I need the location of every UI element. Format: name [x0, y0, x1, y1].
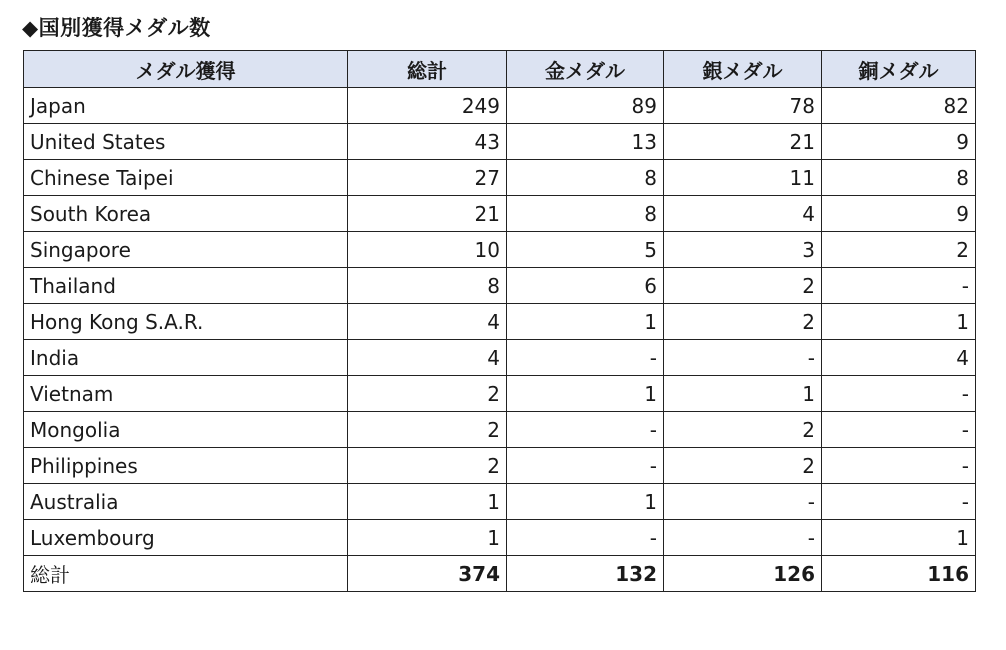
cell-silver: - [664, 340, 822, 376]
cell-total: 1 [348, 484, 507, 520]
page-title: ◆国別獲得メダル数 [22, 16, 211, 40]
table-row [24, 412, 976, 448]
totals-row [24, 556, 976, 592]
cell-silver: 21 [664, 124, 822, 160]
totals-silver: 126 [664, 556, 822, 592]
cell-silver: - [664, 520, 822, 556]
cell-country: South Korea [24, 196, 348, 232]
table-row [24, 268, 976, 304]
table-row [24, 484, 976, 520]
cell-bronze: 1 [822, 520, 976, 556]
cell-total: 27 [348, 160, 507, 196]
cell-gold: 89 [507, 88, 664, 124]
cell-country: Chinese Taipei [24, 160, 348, 196]
cell-silver: - [664, 484, 822, 520]
cell-gold: 6 [507, 268, 664, 304]
table-header-row [24, 51, 976, 88]
totals-total: 374 [348, 556, 507, 592]
cell-gold: 13 [507, 124, 664, 160]
cell-total: 249 [348, 88, 507, 124]
table-row [24, 196, 976, 232]
cell-country: United States [24, 124, 348, 160]
cell-gold: - [507, 448, 664, 484]
cell-total: 43 [348, 124, 507, 160]
header-country: メダル獲得 [24, 51, 348, 88]
cell-bronze: - [822, 448, 976, 484]
cell-bronze: 4 [822, 340, 976, 376]
totals-label: 総計 [24, 556, 348, 592]
cell-gold: 8 [507, 160, 664, 196]
table-row [24, 232, 976, 268]
cell-country: Singapore [24, 232, 348, 268]
cell-gold: - [507, 412, 664, 448]
table-row [24, 448, 976, 484]
cell-bronze: - [822, 412, 976, 448]
cell-bronze: 82 [822, 88, 976, 124]
cell-silver: 2 [664, 412, 822, 448]
cell-bronze: - [822, 484, 976, 520]
header-total: 総計 [348, 51, 507, 88]
cell-country: Australia [24, 484, 348, 520]
cell-country: Mongolia [24, 412, 348, 448]
medal-table [23, 50, 976, 592]
cell-total: 4 [348, 304, 507, 340]
cell-silver: 11 [664, 160, 822, 196]
cell-silver: 78 [664, 88, 822, 124]
cell-country: Thailand [24, 268, 348, 304]
cell-gold: 1 [507, 484, 664, 520]
cell-silver: 4 [664, 196, 822, 232]
cell-country: Hong Kong S.A.R. [24, 304, 348, 340]
cell-total: 2 [348, 376, 507, 412]
totals-gold: 132 [507, 556, 664, 592]
table-row [24, 88, 976, 124]
cell-country: Japan [24, 88, 348, 124]
table-row [24, 160, 976, 196]
cell-total: 10 [348, 232, 507, 268]
cell-country: Philippines [24, 448, 348, 484]
cell-silver: 3 [664, 232, 822, 268]
cell-gold: - [507, 520, 664, 556]
cell-total: 21 [348, 196, 507, 232]
cell-gold: 1 [507, 376, 664, 412]
cell-bronze: - [822, 268, 976, 304]
table-row [24, 124, 976, 160]
cell-total: 1 [348, 520, 507, 556]
cell-silver: 2 [664, 268, 822, 304]
cell-silver: 2 [664, 448, 822, 484]
cell-bronze: 9 [822, 124, 976, 160]
totals-bronze: 116 [822, 556, 976, 592]
cell-total: 2 [348, 448, 507, 484]
cell-bronze: 8 [822, 160, 976, 196]
cell-bronze: 1 [822, 304, 976, 340]
header-silver: 銀メダル [664, 51, 822, 88]
cell-gold: 1 [507, 304, 664, 340]
cell-total: 4 [348, 340, 507, 376]
header-gold: 金メダル [507, 51, 664, 88]
cell-gold: 8 [507, 196, 664, 232]
table-row [24, 304, 976, 340]
cell-bronze: 9 [822, 196, 976, 232]
cell-country: Luxembourg [24, 520, 348, 556]
table-row [24, 376, 976, 412]
table-row [24, 340, 976, 376]
cell-country: India [24, 340, 348, 376]
cell-total: 2 [348, 412, 507, 448]
cell-bronze: - [822, 376, 976, 412]
header-bronze: 銅メダル [822, 51, 976, 88]
cell-silver: 2 [664, 304, 822, 340]
table-row [24, 520, 976, 556]
cell-silver: 1 [664, 376, 822, 412]
cell-gold: - [507, 340, 664, 376]
cell-country: Vietnam [24, 376, 348, 412]
cell-total: 8 [348, 268, 507, 304]
cell-bronze: 2 [822, 232, 976, 268]
cell-gold: 5 [507, 232, 664, 268]
